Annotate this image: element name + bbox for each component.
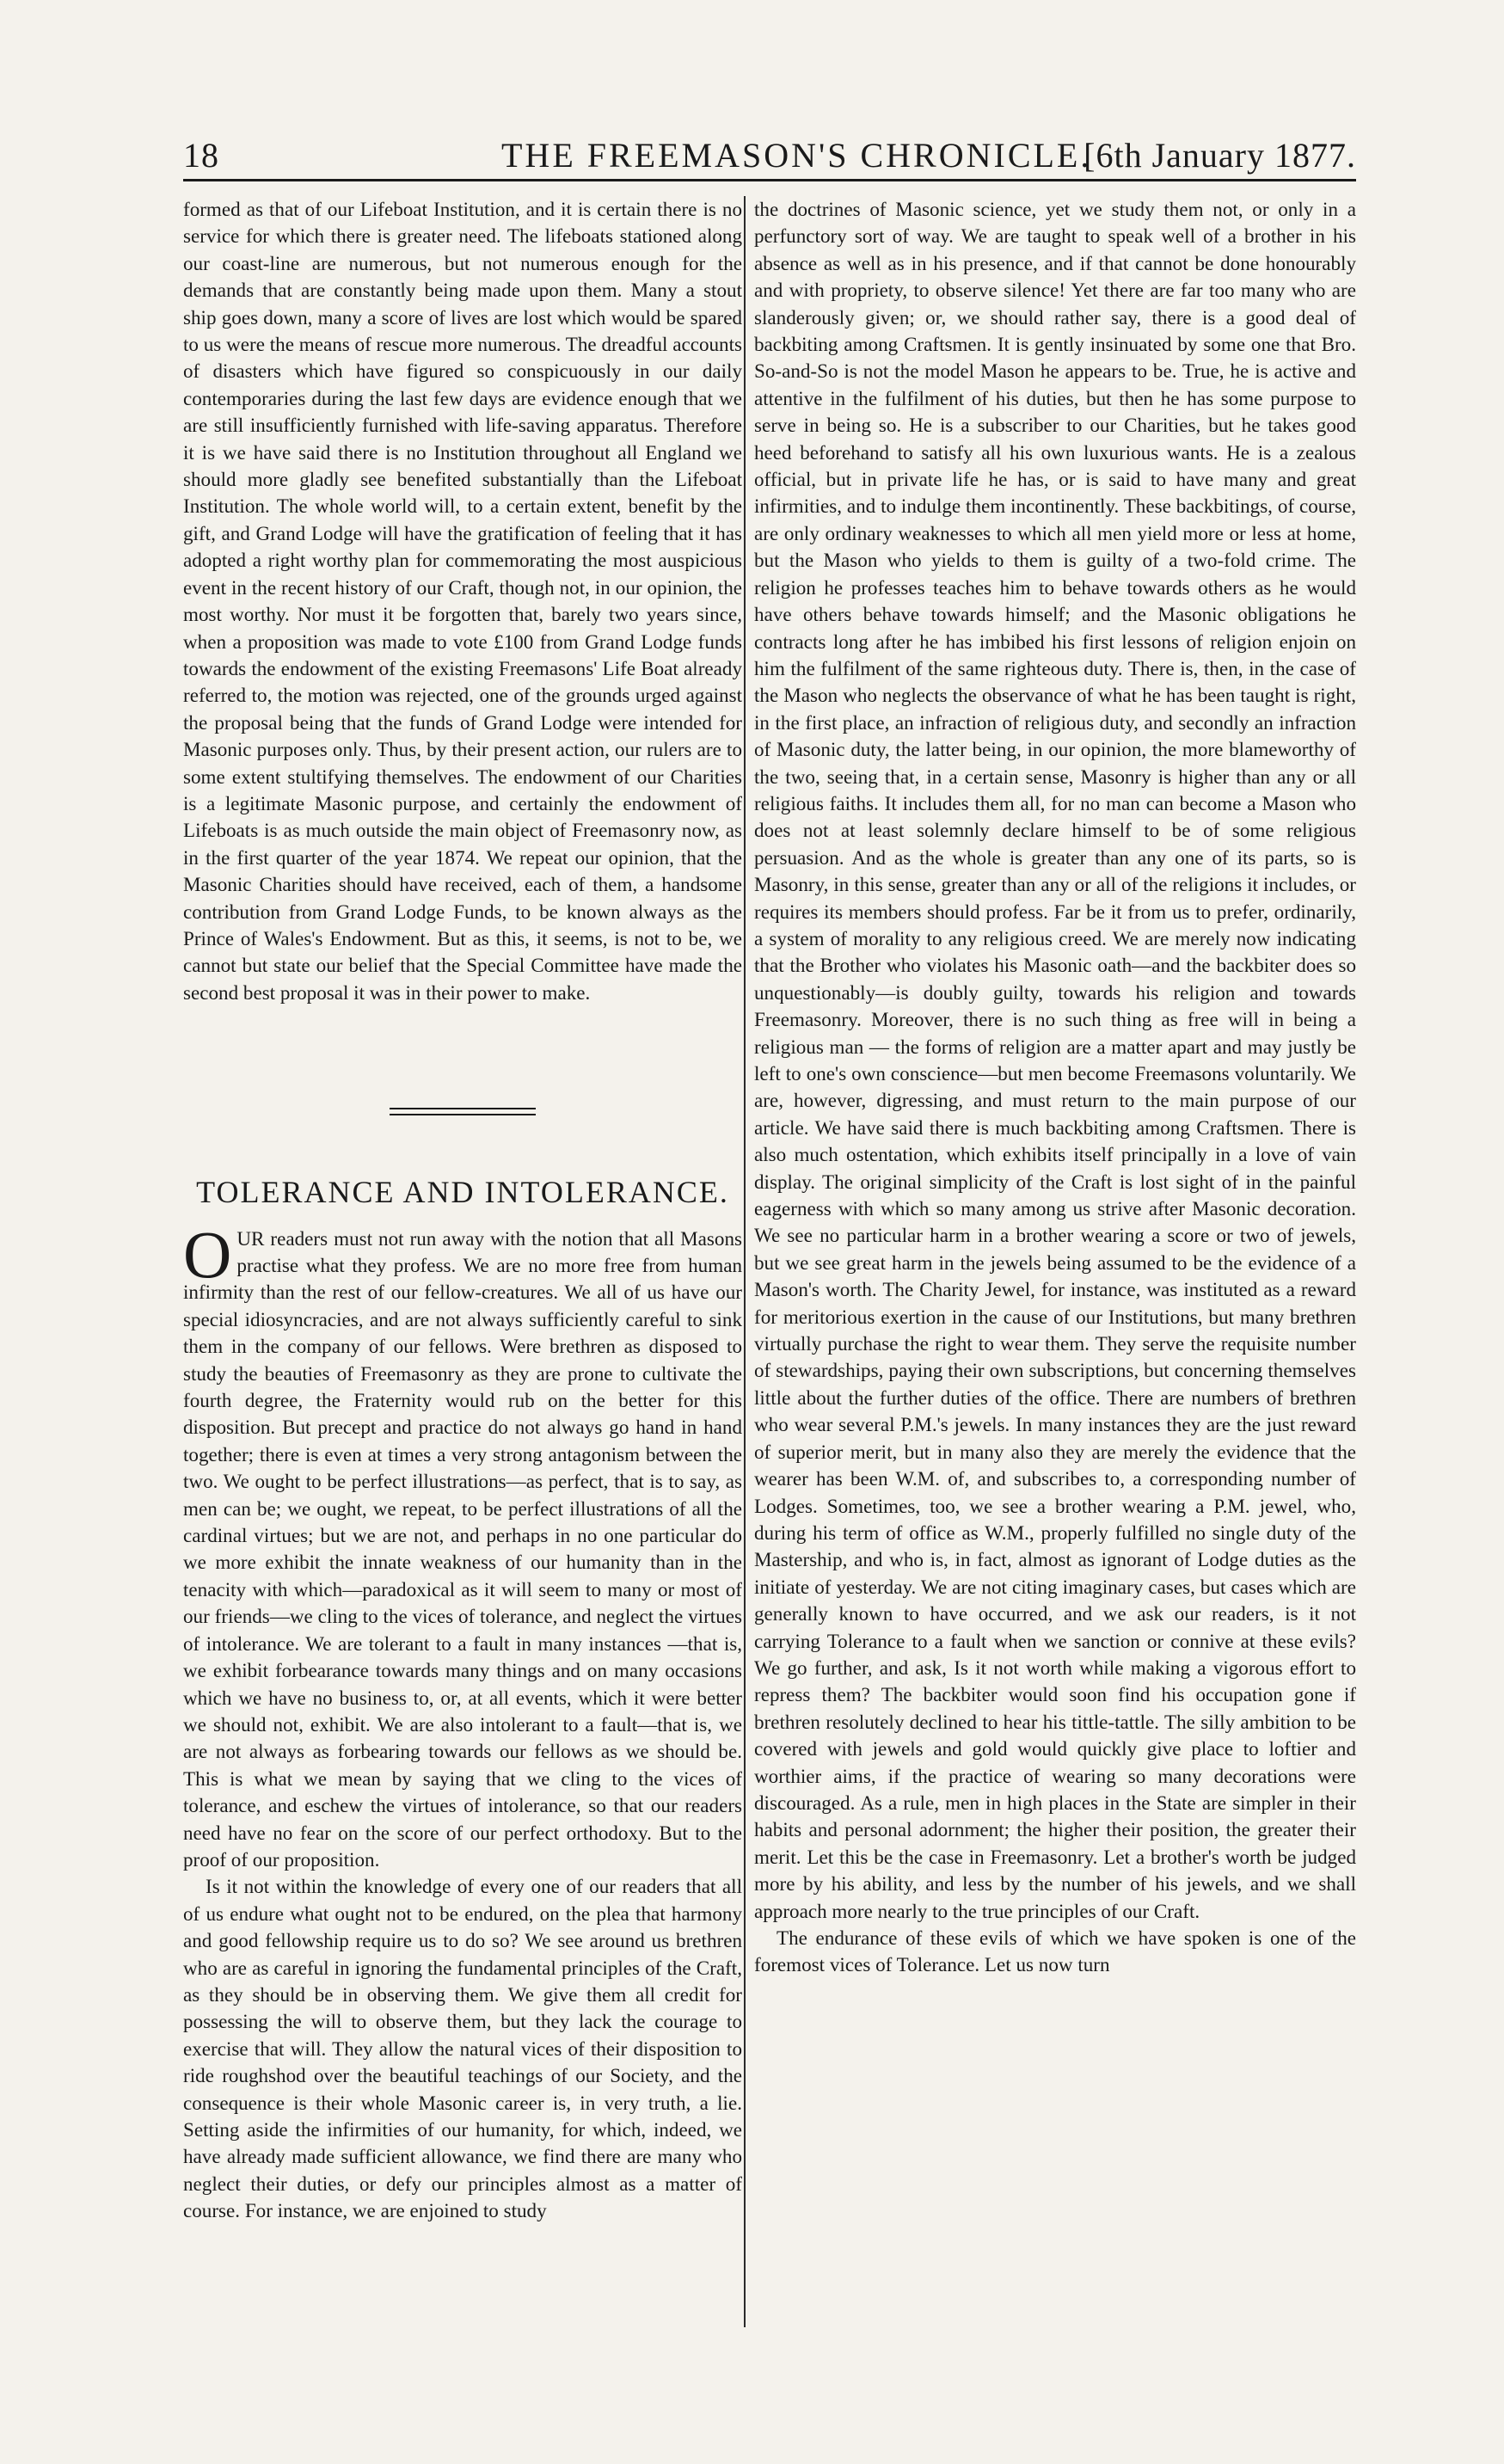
article-paragraph-1 <box>183 1216 742 1874</box>
section-separator <box>390 1108 536 1115</box>
column-divider <box>744 196 746 2327</box>
newspaper-title: THE FREEMASON'S CHRONICLE. <box>501 136 1092 175</box>
masthead <box>183 131 1356 177</box>
header-rule <box>183 179 1356 181</box>
left-column <box>183 196 742 2225</box>
issue-date: [6th January 1877. <box>1083 136 1356 175</box>
lifeboat-paragraph: formed as that of our Lifeboat Institution, and it is certain there is no service for which there is greater need. The lifeboats stationed along our coast-line are numerous, but not numerous enough for the demands that are constantly being made upon them. Many a stout ship goes down, many a score of lives are lost which would be spared to us were the means of rescue more numerous. The dreadful accounts of disasters which have figured so conspicuously in our daily contemporaries during the last few days are evidence enough that we are still insufficiently furnished with life-saving apparatus. Therefore it is we have said there is no Institution throughout all England we should more gladly see benefited substantially than the Lifeboat Institution. The whole world will, to a certain extent, benefit by the gift, and Grand Lodge will have the gratification of feeling that it has adopted a right worthy plan for commemorating the most auspicious event in the recent history of our Craft, though not, in our opinion, the most worthy. Nor must it be forgotten that, barely two years since, when a proposition was made to vote £100 from Grand Lodge funds towards the endowment of the existing Freemasons' Life Boat already referred to, the motion was rejected, one of the grounds urged against the proposal being that the funds of Grand Lodge were intended for Masonic purposes only. Thus, by their present action, our rulers are to some extent stultifying themselves. The endowment of our Charities is a legitimate Masonic purpose, and certainly the endowment of Lifeboats is as much outside the main object of Freemasonry now, as in the first quarter of the year 1874. We repeat our opinion, that the Masonic Charities should have received, each of them, a handsome contribution from Grand Lodge Funds, to be known always as the Prince of Wales's Endowment. But as this, it seems, is not to be, we cannot but state our belief that the Special Committee have made the second best proposal it was in their power to make. <box>183 198 742 1004</box>
page-number: 18 <box>183 136 219 175</box>
right-column <box>754 196 1356 1979</box>
article-title: TOLERANCE AND INTOLERANCE. <box>196 1175 729 1210</box>
article-paragraph-2: Is it not within the knowledge of every one of our readers that all of us endure what ought not to be endured, on the plea that harmony and good fellowship require us to do so? We see around us brethren who are as careful in ignoring the fundamental principles of the Craft, as they should be in observing them. We give them all credit for possessing the will to observe them, but they lack the courage to exercise that will. They allow the natural vices of their disposition to ride roughshod over the beautiful teachings of our Society, and the consequence is their whole Masonic career is, in very truth, a lie. Setting aside the infirmities of our humanity, for which, indeed, we have already made sufficient allowance, we find there are many who neglect their duties, or defy our principles almost as a matter of course. For instance, we are enjoined to study <box>183 1875 742 2222</box>
article-paragraph-3: the doctrines of Masonic science, yet we study them not, or only in a perfunctory sort of way. We are taught to speak well of a brother in his absence as well as in his presence, and if that cannot be done honourably and with propriety, to observe silence! Yet there are far too many who are slanderously given; or, we should rather say, there is a good deal of backbiting among Craftsmen. It is gently insinuated by some one that Bro. So-and-So is not the model Mason he appears to be. True, he is active and attentive in the fulfilment of his duties, but then he has some purpose to serve in being so. He is a subscriber to our Charities, but he takes good heed beforehand to satisfy all his own luxurious wants. He is a zealous official, but in private life he has, or is said to have many and great infirmities, and to indulge them incontinently. These backbitings, of course, are only ordinary weaknesses to which all men yield more or less at home, but the Mason who yields to them is guilty of a two-fold crime. The religion he professes teaches him to behave towards others as he would have others behave towards himself; and the Masonic obligations he contracts long after he has imbibed his first lessons of religion enjoin on him the fulfilment of the same righteous duty. There is, then, in the case of the Mason who neglects the observance of what he has been taught is right, in the first place, an infraction of religious duty, and secondly an infraction of Masonic duty, the latter being, in our opinion, the more blameworthy of the two, seeing that, in a certain sense, Masonry is higher than any or all religious faiths. It includes them all, for no man can become a Mason who does not at least solemnly declare himself to be of some religious persuasion. And as the whole is greater than any one of its parts, so is Masonry, in this sense, greater than any or all of the religions it includes, or requires its members should profess. Far be it from us to prefer, ordinarily, a system of morality to any religious creed. We are merely now indicating that the Brother who violates his Masonic oath—and the backbiter does so unquestionably—is doubly guilty, towards his religion and towards Freemasonry. Moreover, there is no such thing as free will in being a religious man — the forms of religion are a matter apart and may justly be left to one's own conscience—but men become Freemasons voluntarily. We are, however, digressing, and must return to the main purpose of our article. We have said there is much backbiting among Craftsmen. There is also much ostentation, which exhibits itself principally in a love of vain display. The original simplicity of the Craft is lost sight of in the painful eagerness with which so many among us strive after Masonic decoration. We see no particular harm in a brother wearing a score or two of jewels, but we see great harm in the jewels being assumed to be the evidence of a Mason's worth. The Charity Jewel, for instance, was instituted as a reward for meritorious exertion in the cause of our Institutions, but many brethren virtually purchase the right to wear them. They serve the requisite number of stewardships, paying their own subscriptions, but concerning themselves little about the further duties of the office. There are numbers of brethren who wear several P.M.'s jewels. In many instances they are the just reward of superior merit, but in many also they are merely the evidence that the wearer has been W.M. of, and subscribes to, a corresponding number of Lodges. Sometimes, too, we see a brother wearing a P.M. jewel, who, during his term of office as W.M., properly fulfilled no single duty of the Mastership, and who is, in fact, almost as ignorant of Lodge duties as the initiate of yesterday. We are not citing imaginary cases, but cases which are generally known to have occurred, and we ask our readers, is it not carrying Tolerance to a fault when we sanction or connive at these evils? We go further, and ask, Is it not worth while making a vigorous effort to repress them? The backbiter would soon find his occupation gone if brethren resolutely declined to hear his tittle-tattle. The silly ambition to be covered with jewels and gold would quickly give place to loftier and worthier aims, if the practice of wearing so many decorations were discouraged. As a rule, men in high places in the State are simpler in their habits and personal adornment; the higher their position, the greater their merit. Let this be the case in Freemasonry. Let a brother's worth be judged more by his ability, and less by the number of his jewels, and we shall approach more nearly to the true principles of our Craft. <box>754 198 1356 1922</box>
drop-cap: O <box>183 1216 232 1292</box>
article-paragraph-1-text: UR readers must not run away with the notion that all Masons practise what they profess. We are no more free from human infirmity than the rest of our fellow-creatures. We all of us have our special idiosyncracies, and are not always sufficiently careful to sink them in the company of our fellows. Were brethren as disposed to study the beauties of Freemasonry as they are prone to cultivate the fourth degree, the Fraternity would rub on the better for this disposition. But precept and practice do not always go hand in hand together; there is even at times a very strong antagonism between the two. We ought to be perfect illustrations—as perfect, that is to say, as men can be; we ought, we repeat, to be perfect illustrations of all the cardinal virtues; but we are not, and perhaps in no one particular do we more exhibit the innate weakness of our humanity than in the tenacity with which—paradoxical as it will seem to many or most of our friends—we cling to the vices of tolerance, and neglect the virtues of intolerance. We are tolerant to a fault in many instances —that is, we exhibit forbearance towards many things and on many occasions which we have no business to, or, at all events, which it were better we should not, exhibit. We are also intolerant to a fault—that is, we are not always as forbearing towards our fellows as we should be. This is what we mean by saying that we cling to the vices of tolerance, and eschew the virtues of intolerance, so that our readers need have no fear on the score of our perfect orthodoxy. But to the proof of our proposition. <box>183 1226 742 1871</box>
article-paragraph-4: The endurance of these evils of which we have spoken is one of the foremost vices of Tolerance. Let us now turn <box>754 1926 1356 1976</box>
